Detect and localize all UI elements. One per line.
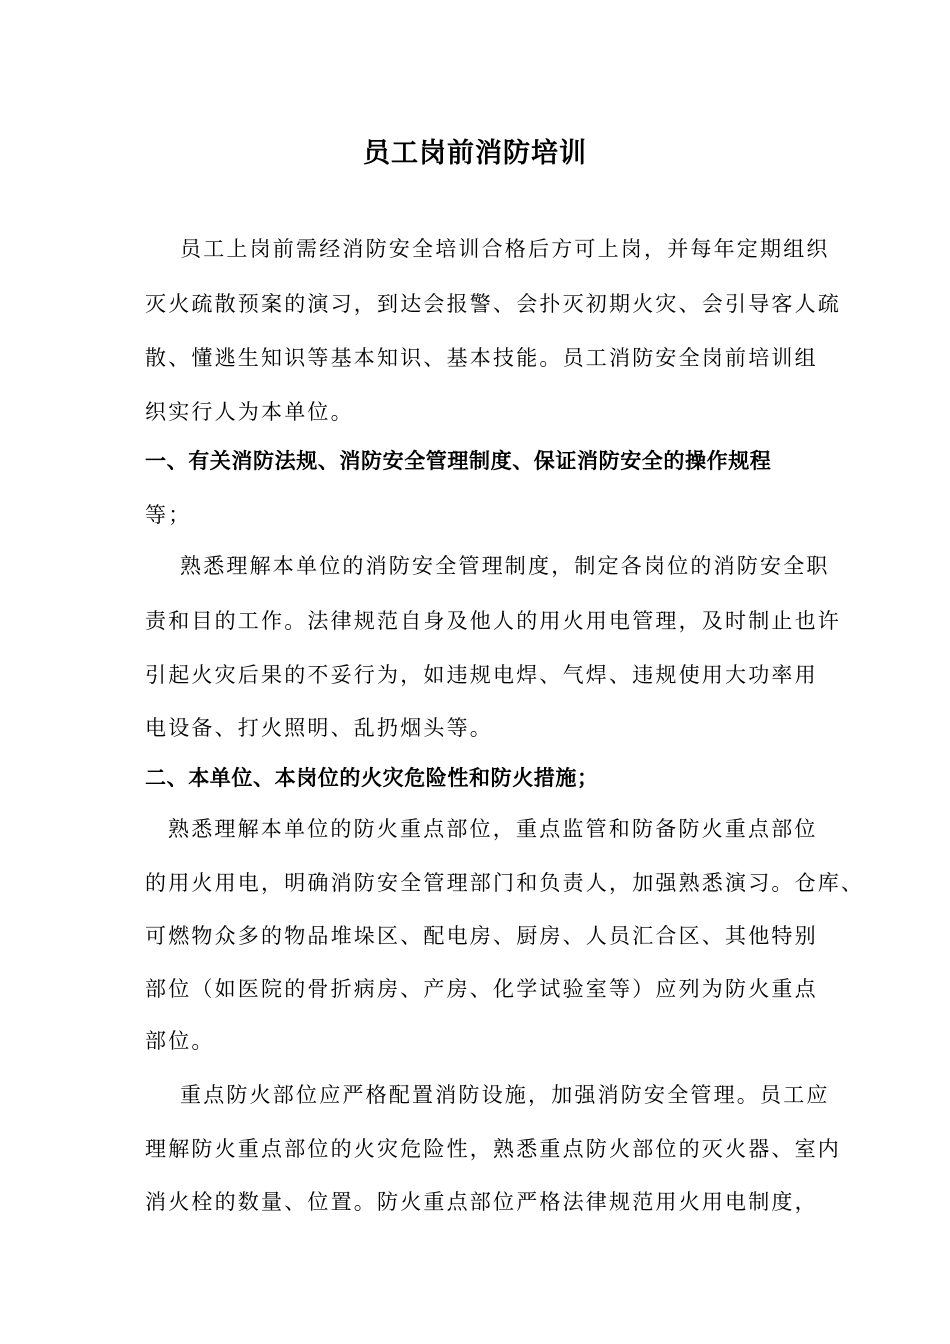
section-heading: 一、有关消防法规、消防安全管理制度、保证消防安全的操作规程 [145, 449, 772, 473]
paragraph-line: 熟悉理解本单位的消防安全管理制度，制定各岗位的消防安全职 [180, 554, 830, 578]
paragraph-line: 部位。 [145, 1029, 215, 1053]
paragraph-line: 熟悉理解本单位的防火重点部位，重点监管和防备防火重点部位 [168, 817, 818, 841]
paragraph-line: 责和目的工作。法律规范自身及他人的用火用电管理，及时制止也许 [145, 609, 841, 633]
paragraph-line: 理解防火重点部位的火灾危险性，熟悉重点防火部位的灭火器、室内 [145, 1137, 841, 1161]
paragraph-line: 员工上岗前需经消防安全培训合格后方可上岗，并每年定期组织 [180, 237, 830, 261]
paragraph-line: 引起火灾后果的不妥行为，如违规电焊、气焊、违规使用大功率用 [145, 663, 818, 687]
section-heading-continuation: 等； [145, 503, 192, 527]
paragraph-line: 灭火疏散预案的演习，到达会报警、会扑灭初期火灾、会引导客人疏 [145, 292, 841, 316]
paragraph-line: 的用火用电，明确消防安全管理部门和负责人，加强熟悉演习。仓库、 [145, 871, 865, 895]
paragraph-line: 散、懂逃生知识等基本知识、基本技能。员工消防安全岗前培训组 [145, 346, 818, 370]
paragraph-line: 可燃物众多的物品堆垛区、配电房、厨房、人员汇合区、其他特别 [145, 924, 818, 948]
paragraph-line: 织实行人为本单位。 [145, 400, 354, 424]
paragraph-line: 部位（如医院的骨折病房、产房、化学试验室等）应列为防火重点 [145, 977, 818, 1001]
document-title: 员工岗前消防培训 [363, 138, 587, 169]
paragraph-line: 重点防火部位应严格配置消防设施，加强消防安全管理。员工应 [180, 1083, 830, 1107]
paragraph-line: 消火栓的数量、位置。防火重点部位严格法律规范用火用电制度， [145, 1190, 818, 1214]
section-heading: 二、本单位、本岗位的火灾危险性和防火措施； [145, 766, 599, 790]
paragraph-line: 电设备、打火照明、乱扔烟头等。 [145, 716, 493, 740]
